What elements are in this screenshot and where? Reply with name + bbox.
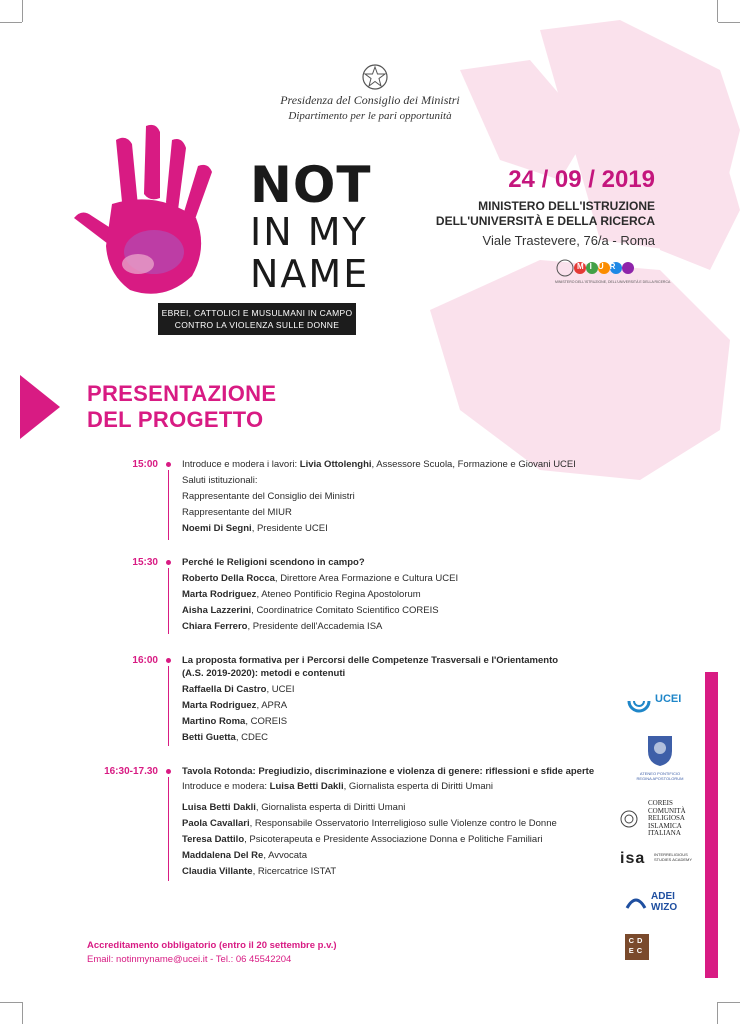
cdec-logo	[625, 934, 649, 960]
timeline-line	[168, 470, 169, 540]
accent-bar	[705, 672, 718, 978]
program-row: Raffaella Di Castro, UCEI	[182, 684, 295, 695]
apra-logo	[635, 733, 685, 788]
isa-logo	[620, 850, 700, 876]
program-row: Perché le Religioni scendono in campo?	[182, 557, 365, 568]
program-row: Claudia Villante, Ricercatrice ISTAT	[182, 866, 337, 877]
venue-address: Viale Trastevere, 76/a - Roma	[482, 233, 655, 248]
italian-emblem-icon	[360, 62, 390, 92]
miur-wordmark: MIUR	[577, 262, 622, 271]
timeline-line	[168, 568, 169, 634]
cdec-wordmark: CDEC	[628, 936, 646, 955]
isa-wordmark: isa	[620, 850, 646, 867]
crop-mark	[22, 0, 23, 22]
crop-mark	[0, 1002, 22, 1003]
coreis-line-4: ISLAMICA	[648, 821, 682, 830]
program-row: Marta Rodriguez, APRA	[182, 700, 288, 711]
program-row: La proposta formativa per i Percorsi delle Competenze Trasversali e l'Orientamento	[182, 655, 559, 666]
program-row: Rappresentante del Consiglio dei Ministri	[182, 491, 355, 502]
program-row: Noemi Di Segni, Presidente UCEI	[182, 523, 328, 534]
apra-caption: ATENEO PONTIFICIO REGINA APOSTOLORUM	[636, 771, 684, 781]
apra-shield-icon	[645, 733, 675, 767]
crop-mark	[22, 1002, 23, 1024]
program-row: Introduce e modera i lavori: Livia Ottolenghi, Assessore Scuola, Formazione e Giovani UCEI	[182, 459, 576, 470]
crop-mark	[0, 22, 22, 23]
footer-accreditation: Accreditamento obbligatorio (entro il 20 settembre p.v.)	[87, 940, 337, 951]
coreis-line-3: RELIGIOSA	[648, 814, 685, 822]
program-row: Roberto Della Rocca, Direttore Area Formazione e Cultura UCEI	[182, 573, 459, 584]
timeline-line	[168, 777, 169, 881]
section-heading-line-1: PRESENTAZIONE	[87, 381, 277, 406]
program-row: Tavola Rotonda: Pregiudizio, discriminazione e violenza di genere: riflessioni e sfide aperte	[182, 766, 595, 777]
title-in-my: IN MY	[250, 210, 368, 254]
adei-wordmark: ADEI	[651, 891, 675, 902]
footer-contact: Email: notinmyname@ucei.it - Tel.: 06 45542204	[87, 954, 292, 965]
program-row: Chiara Ferrero, Presidente dell'Accademia ISA	[182, 621, 383, 632]
program-row: Luisa Betti Dakli, Giornalista esperta di Diritti Umani	[182, 802, 406, 813]
timeline-dot	[166, 462, 171, 467]
program-row: Betti Guetta, CDEC	[182, 732, 269, 743]
event-date: 24 / 09 / 2019	[508, 166, 655, 193]
time-slot-1530: 15:30	[132, 557, 158, 568]
ucei-wordmark: UCEI	[655, 693, 682, 705]
program-row: Saluti istituzionali:	[182, 475, 258, 486]
title-not: NOT	[250, 156, 372, 214]
ucei-logo	[625, 685, 695, 717]
venue-line-1: MINISTERO DELL'ISTRUZIONE	[478, 199, 655, 213]
program-row: Paola Cavallari, Responsabile Osservatorio Interreligioso sulle Violenze contro le Donne	[182, 818, 557, 829]
coreis-logo	[620, 800, 700, 840]
program-row: Maddalena Del Re, Avvocata	[182, 850, 307, 861]
timeline-dot	[166, 658, 171, 663]
section-arrow-icon	[20, 375, 60, 439]
title-name: NAME	[250, 252, 370, 296]
ministry-line-2: Dipartimento per le pari opportunità	[288, 110, 452, 122]
ministry-line-1: Presidenza del Consiglio dei Ministri	[280, 93, 460, 107]
handprint-illustration	[68, 118, 248, 303]
timeline-dot	[166, 769, 171, 774]
crop-mark	[717, 1002, 718, 1024]
program-row: Rappresentante del MIUR	[182, 507, 292, 518]
program-row: Teresa Dattilo, Psicoterapeuta e Presidente Associazione Donna e Politiche Familiari	[182, 834, 543, 845]
adei-wizo-logo	[625, 890, 695, 916]
section-heading-line-2: DEL PROGETTO	[87, 407, 264, 432]
time-slot-1600: 16:00	[132, 655, 158, 666]
coreis-line-5: ITALIANA	[648, 829, 681, 837]
program-row: Aisha Lazzerini, Coordinatrice Comitato Scientifico COREIS	[182, 605, 439, 616]
tagline-box	[158, 303, 356, 335]
time-slot-1630: 16:30-17.30	[104, 766, 158, 777]
program-row: Introduce e modera: Luisa Betti Dakli, Giornalista esperta di Diritti Umani	[182, 781, 494, 792]
isa-caption: INTERRELIGIOUS STUDIES ACADEMY	[654, 852, 693, 862]
tagline-line-2: CONTRO LA VIOLENZA SULLE DONNE	[174, 320, 340, 330]
miur-caption: MINISTERO DELL'ISTRUZIONE, DELL'UNIVERSITÀ E DELLA RICERCA	[555, 280, 671, 284]
ucei-emblem-icon	[625, 687, 653, 715]
timeline-dot	[166, 560, 171, 565]
time-slot-1500: 15:00	[132, 459, 158, 470]
coreis-line-2: COMUNITÀ	[648, 806, 686, 815]
tagline-line-1: EBREI, CATTOLICI E MUSULMANI IN CAMPO	[161, 308, 353, 318]
program-row: Marta Rodriguez, Ateneo Pontificio Regina Apostolorum	[182, 589, 421, 600]
miur-logo	[555, 256, 671, 288]
program-row: Martino Roma, COREIS	[182, 716, 288, 727]
coreis-line-1: COREIS	[648, 799, 673, 807]
wizo-wordmark: WIZO	[651, 902, 678, 913]
program-row: (A.S. 2019-2020): metodi e contenuti	[182, 668, 346, 679]
adei-emblem-icon	[625, 892, 647, 914]
crop-mark	[718, 1002, 740, 1003]
venue-line-2: DELL'UNIVERSITÀ E DELLA RICERCA	[435, 214, 655, 228]
timeline-line	[168, 666, 169, 746]
coreis-emblem-icon	[620, 810, 638, 828]
